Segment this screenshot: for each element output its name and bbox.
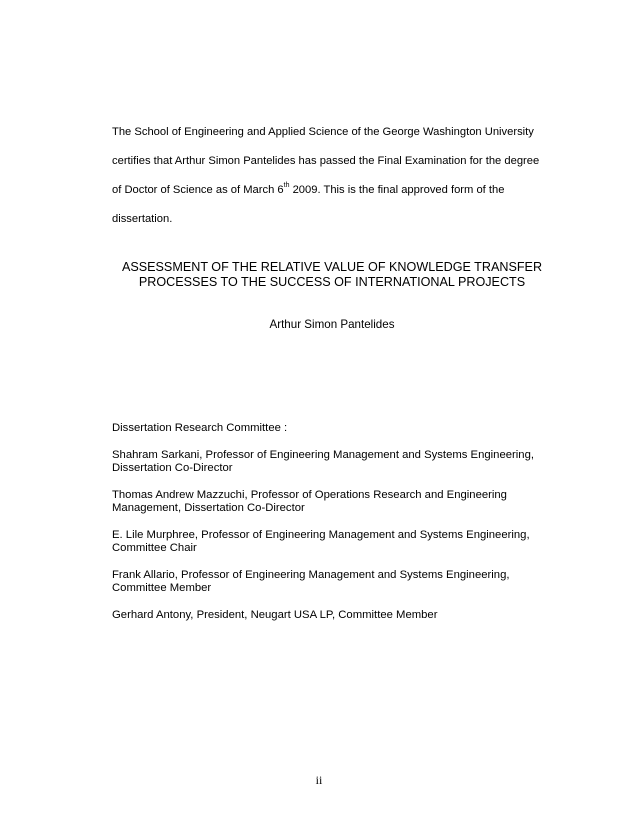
author-name: Arthur Simon Pantelides (269, 318, 395, 331)
certification-line: certifies that Arthur Simon Pantelides has passed the Final Examination for the degree (112, 155, 540, 167)
committee-member (112, 449, 572, 476)
member-line: Frank Allario, Professor of Engineering Management and Systems Engineering, (112, 568, 510, 581)
member-line: Dissertation Co-Director (112, 462, 233, 474)
member-line: Shahram Sarkani, Professor of Engineering Management and Systems Engineering, (112, 448, 534, 461)
ordinal-suffix: th (283, 182, 290, 190)
committee-member (112, 489, 572, 516)
title-line: ASSESSMENT OF THE RELATIVE VALUE OF KNOWLEDGE TRANSFER (121, 260, 543, 274)
committee-section (112, 422, 572, 635)
committee-heading: Dissertation Research Committee : (112, 422, 288, 434)
dissertation-title (112, 260, 552, 290)
member-line: Committee Chair (112, 542, 197, 554)
member-line: Thomas Andrew Mazzuchi, Professor of Operations Research and Engineering (112, 488, 507, 501)
certification-line: dissertation. (112, 213, 173, 225)
committee-member (112, 529, 572, 556)
page-number: ii (315, 773, 323, 787)
certification-paragraph (112, 126, 552, 242)
certification-line (112, 184, 552, 197)
committee-member (112, 569, 572, 596)
member-line: Committee Member (112, 582, 212, 594)
certification-line: The School of Engineering and Applied Science of the George Washington University (112, 126, 534, 138)
member-line: E. Lile Murphree, Professor of Engineering Management and Systems Engineering, (112, 528, 530, 541)
committee-member (112, 609, 572, 623)
certification-date-prefix: of Doctor of Science as of March 6 (112, 184, 284, 196)
title-line: PROCESSES TO THE SUCCESS OF INTERNATIONAL PROJECTS (138, 275, 526, 289)
member-line: Management, Dissertation Co-Director (112, 502, 305, 514)
certification-date-suffix: 2009. This is the final approved form of the (289, 184, 505, 196)
member-line: Gerhard Antony, President, Neugart USA LP, Committee Member (112, 608, 438, 621)
